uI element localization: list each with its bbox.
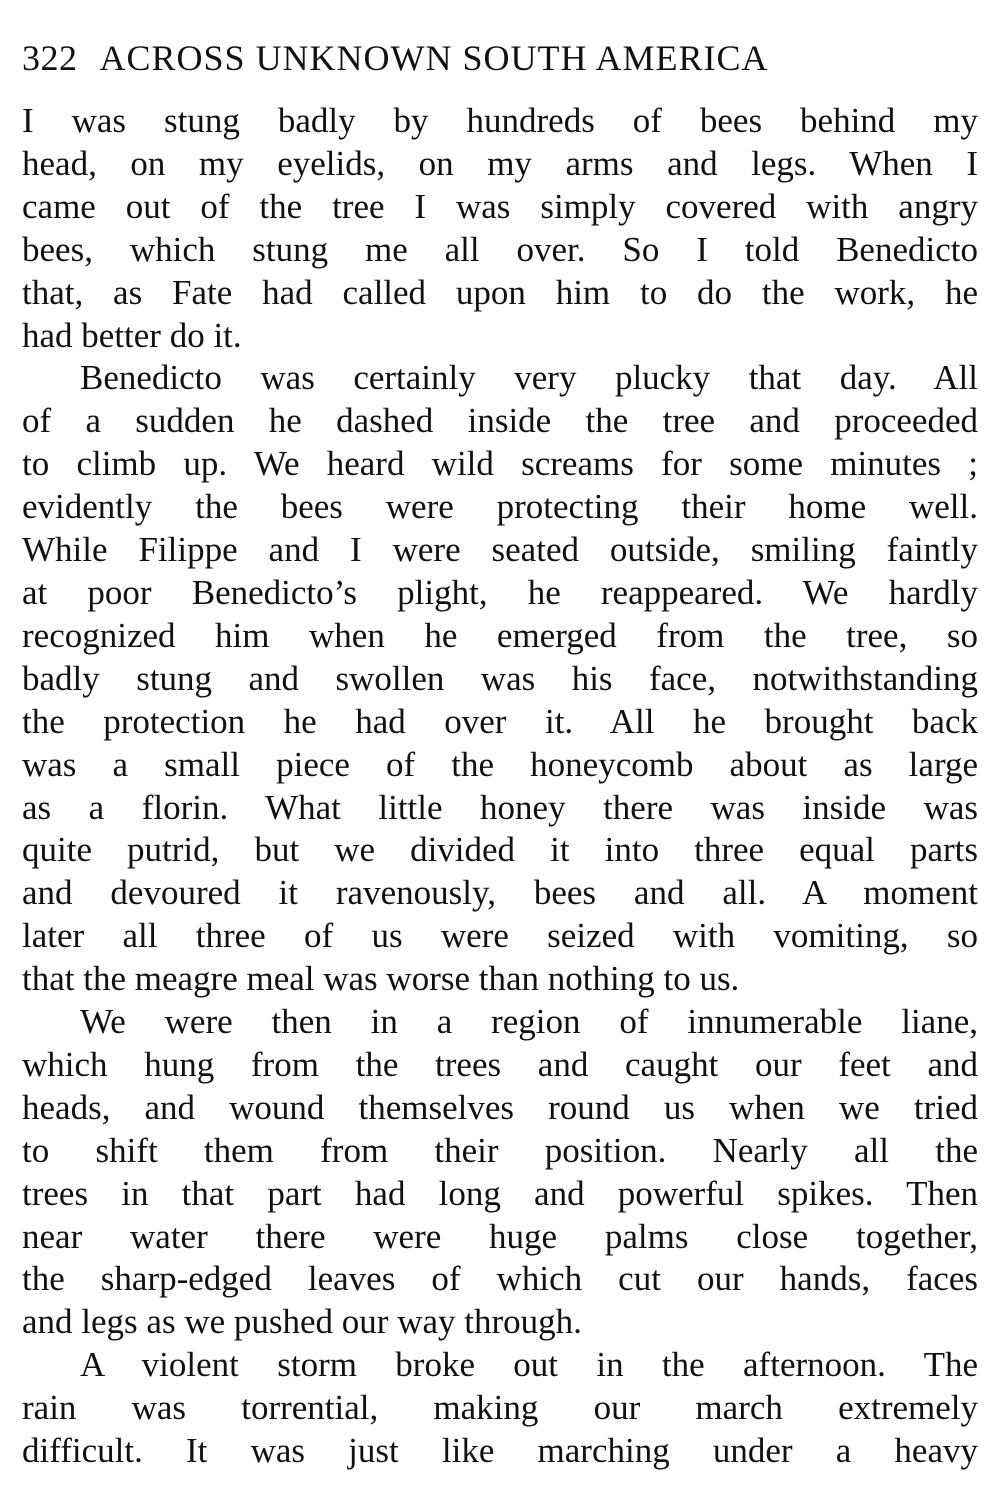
- text-line: While Filippe and I were seated outside, smiling faintly: [22, 530, 978, 570]
- text-line: badly stung and swollen was his face, notwithstanding: [22, 658, 978, 698]
- text-line: and devoured it ravenously, bees and all. A moment: [22, 873, 978, 913]
- text-line: evidently the bees were protecting their home well.: [22, 487, 978, 527]
- running-head-title: ACROSS UNKNOWN SOUTH AMERICA: [99, 38, 769, 78]
- text-line: rain was torrential, making our march extremely: [22, 1388, 978, 1428]
- text-line: which hung from the trees and caught our feet and: [22, 1044, 978, 1084]
- paragraph: [22, 100, 978, 357]
- text-line: recognized him when he emerged from the tree, so: [22, 615, 978, 655]
- text-line: that, as Fate had called upon him to do the work, he: [22, 272, 978, 312]
- text-line: had better do it.: [22, 315, 242, 355]
- text-line: the protection he had over it. All he brought back: [22, 701, 978, 741]
- text-line: of a sudden he dashed inside the tree and proceeded: [22, 401, 978, 441]
- text-line: head, on my eyelids, on my arms and legs. When I: [22, 143, 978, 183]
- paragraph: [22, 357, 978, 1001]
- text-line: quite putrid, but we divided it into three equal parts: [22, 830, 978, 870]
- text-line: trees in that part had long and powerful spikes. Then: [22, 1173, 978, 1213]
- text-line: at poor Benedicto’s plight, he reappeared. We hardly: [22, 572, 978, 612]
- text-line: heads, and wound themselves round us when we tried: [22, 1087, 978, 1127]
- page-number: 322: [22, 38, 78, 78]
- text-line: as a florin. What little honey there was inside was: [22, 787, 978, 827]
- text-line: and legs as we pushed our way through.: [22, 1302, 582, 1342]
- text-line: that the meagre meal was worse than nothing to us.: [22, 959, 740, 999]
- book-page: [22, 36, 978, 1473]
- paragraph: [22, 1344, 978, 1473]
- text-line: was a small piece of the honeycomb about as large: [22, 744, 978, 784]
- text-line: A violent storm broke out in the afternoon. The: [80, 1345, 978, 1385]
- text-line: We were then in a region of innumerable liane,: [80, 1002, 978, 1042]
- text-line: difficult. It was just like marching under a heavy: [22, 1431, 978, 1471]
- text-line: Benedicto was certainly very plucky that day. All: [80, 358, 978, 398]
- text-line: to shift them from their position. Nearly all the: [22, 1130, 978, 1170]
- text-line: near water there were huge palms close together,: [22, 1216, 978, 1256]
- text-line: came out of the tree I was simply covered with angry: [22, 186, 978, 226]
- running-header: [22, 36, 978, 80]
- text-line: the sharp-edged leaves of which cut our hands, faces: [22, 1259, 978, 1299]
- text-line: to climb up. We heard wild screams for some minutes ;: [22, 444, 978, 484]
- paragraph: [22, 1001, 978, 1344]
- text-line: bees, which stung me all over. So I told Benedicto: [22, 229, 978, 269]
- text-line: later all three of us were seized with vomiting, so: [22, 916, 978, 956]
- body-text: [22, 100, 978, 1473]
- text-line: I was stung badly by hundreds of bees behind my: [22, 101, 978, 140]
